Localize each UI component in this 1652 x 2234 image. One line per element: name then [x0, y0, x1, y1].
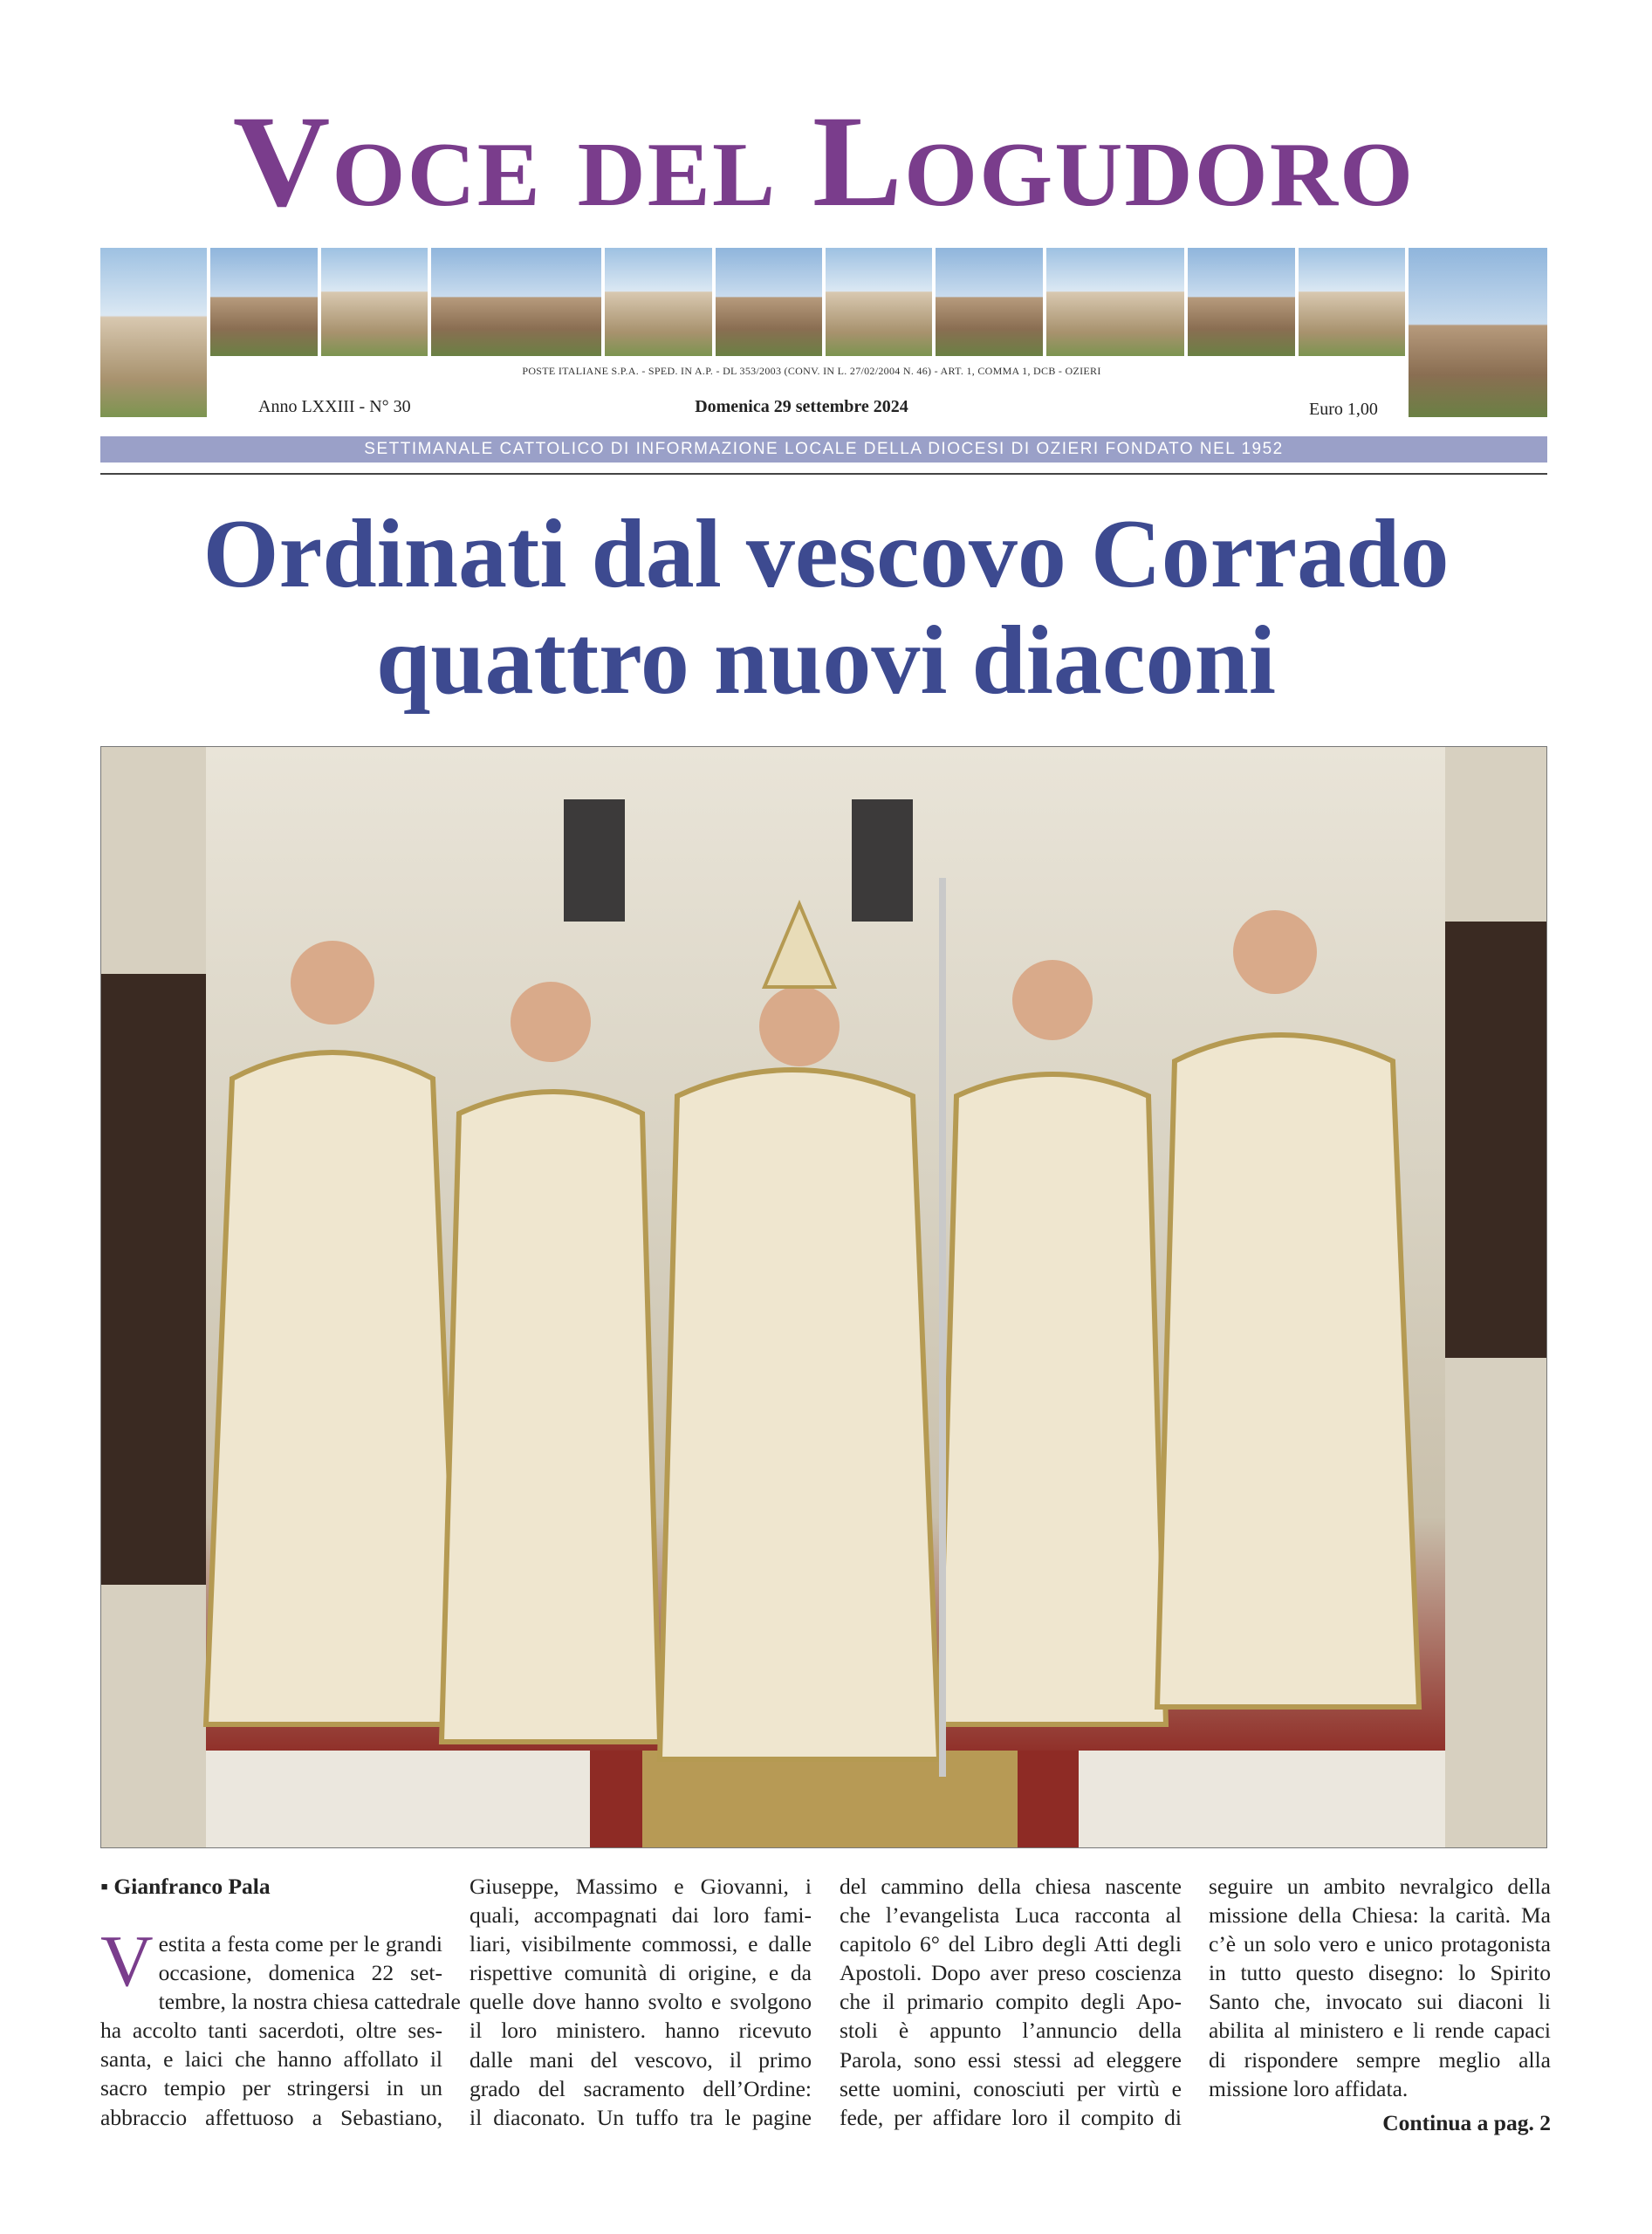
- article-line: rispettive comunità di origine, e da: [470, 1960, 812, 1986]
- ordination-photo-illustration: [101, 747, 1547, 1848]
- article-column-3: [840, 1872, 1182, 2132]
- article-line: in tutto questo disegno: lo Spirito: [1209, 1960, 1551, 1986]
- continue-link[interactable]: Continua a pag. 2: [1382, 2109, 1551, 2135]
- article-line: quali, accompagnati dai loro fami-: [470, 1902, 812, 1929]
- church-photo: [826, 248, 932, 356]
- article-line: di rispondere sempre meglio alla: [1209, 2046, 1551, 2073]
- article-line: occasione, domenica 22 set-: [158, 1960, 442, 1986]
- church-photo: [605, 248, 711, 356]
- article-line: tembre, la nostra chiesa cattedrale: [158, 1989, 461, 2015]
- article-line: ha accolto tanti sacerdoti, oltre ses-: [100, 2018, 442, 2044]
- church-photo: [210, 248, 317, 356]
- article-column-4: [1209, 1872, 1551, 2137]
- article-line: Parola, sono essi stessi ad eleggere: [840, 2046, 1182, 2073]
- article-line: capitolo 6° del Libro degli Atti degli: [840, 1931, 1182, 1957]
- article-column-2: [470, 1872, 812, 2132]
- article-line: che il primario compito degli Apo-: [840, 1989, 1182, 2015]
- church-photo: [1046, 248, 1185, 356]
- column-text: [1209, 1872, 1551, 2103]
- article-line: abilita al ministero e li rende capaci: [1209, 2018, 1551, 2044]
- main-photo: [100, 746, 1547, 1848]
- article-line: missione loro affidata.: [1209, 2075, 1409, 2101]
- tagline-band: SETTIMANALE CATTOLICO DI INFORMAZIONE LOCALE DELLA DIOCESI DI OZIERI FONDATO NEL 1952: [100, 436, 1547, 463]
- article-line: il diaconato. Un tuffo tra le pagine: [470, 2104, 812, 2130]
- article-line: seguire un ambito nevralgico della: [1209, 1874, 1551, 1899]
- church-photo-strip: [100, 248, 1547, 417]
- article-line: dalle mani del vescovo, il primo: [470, 2046, 812, 2073]
- article-line: Santo che, invocato sui diaconi li: [1209, 1989, 1551, 2015]
- issue-date: Domenica 29 settembre 2024: [695, 397, 908, 416]
- column-text: [470, 1872, 812, 2132]
- article-line: liari, visibilmente commossi, e dalle: [470, 1931, 812, 1957]
- article-line: sacro tempio per stringersi in un: [100, 2075, 442, 2101]
- article-line: che l’evangelista Luca racconta al: [840, 1902, 1182, 1929]
- church-photo: [321, 248, 428, 356]
- article-line: Giuseppe, Massimo e Giovanni, i: [470, 1874, 812, 1899]
- headline-line-2: quattro nuovi diaconi: [375, 606, 1277, 715]
- church-photo: [1299, 248, 1405, 356]
- article-line: santa, e laici che hanno affollato il: [100, 2046, 442, 2073]
- issue-number: Anno LXXIII - N° 30: [258, 397, 411, 416]
- postal-info: POSTE ITALIANE S.P.A. - SPED. IN A.P. - DL 353/2003 (CONV. IN L. 27/02/2004 N. 46) - ART. 1, COMMA 1, DCB - OZIERI: [522, 365, 1101, 377]
- masthead-title: Voce del Logudoro: [232, 89, 1416, 234]
- price: Euro 1,00: [1309, 400, 1378, 419]
- article-line: quelle dove hanno svolto e svolgono: [470, 1989, 812, 2015]
- article-line: grado del sacramento dell’Ordine:: [470, 2075, 812, 2101]
- church-photo: [431, 248, 602, 356]
- article-line: c’è un solo vero e unico protagonista: [1209, 1931, 1551, 1957]
- church-photo: [716, 248, 822, 356]
- article-line: missione della Chiesa: la carità. Ma: [1209, 1902, 1551, 1929]
- byline: ▪ Gianfranco Pala: [100, 1874, 271, 1899]
- article-line: del cammino della chiesa nascente: [840, 1874, 1182, 1899]
- article-line: estita a festa come per le grandi: [158, 1931, 442, 1956]
- article-line: il loro ministero. hanno ricevuto: [470, 2018, 812, 2044]
- article-line: fede, per affidare loro il compito di: [840, 2104, 1182, 2130]
- divider: [100, 473, 1547, 475]
- church-photo: [1188, 248, 1294, 356]
- article-column-1: [100, 1872, 461, 2132]
- article-line: abbraccio affettuoso a Sebastiano,: [100, 2104, 442, 2130]
- church-photo: [936, 248, 1042, 356]
- drop-cap: V: [100, 1921, 154, 2002]
- article-line: stoli è appunto l’annuncio della: [840, 2018, 1182, 2044]
- church-photo: [100, 248, 207, 417]
- church-photo: [1409, 248, 1547, 417]
- column-text: [840, 1872, 1182, 2132]
- headline-line-1: Ordinati dal vescovo Corrado: [202, 500, 1450, 608]
- article-line: sette uomini, conosciuti per virtù e: [840, 2075, 1182, 2101]
- article-line: Apostoli. Dopo aver preso coscienza: [840, 1960, 1182, 1986]
